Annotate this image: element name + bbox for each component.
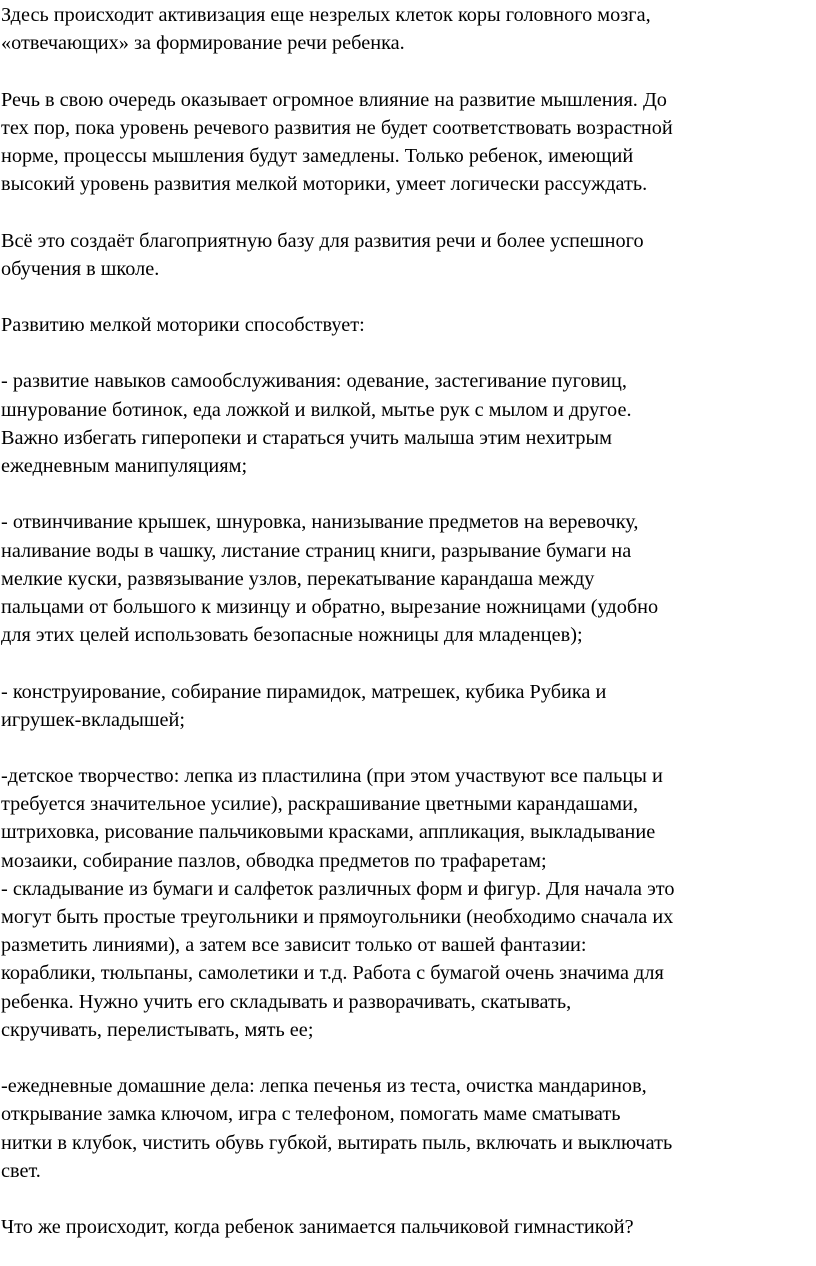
text-line: наливание воды в чашку, листание страниц книги, разрывание бумаги на — [1, 539, 632, 562]
paragraph-gap — [1, 1044, 816, 1072]
text-line: - отвинчивание крышек, шнуровка, нанизывание предметов на веревочку, — [1, 511, 639, 534]
list-item-manipulation — [1, 508, 816, 649]
text-line: - развитие навыков самообслуживания: одевание, застегивание пуговиц, — [1, 370, 627, 393]
text-line: обучения в школе. — [1, 257, 160, 280]
text-line: Важно избегать гиперопеки и стараться учить малыша этим нехитрым — [1, 426, 612, 449]
text-line: норме, процессы мышления будут замедлены. Только ребенок, имеющий — [1, 144, 634, 167]
text-line: -детское творчество: лепка из пластилина (при этом участвуют все пальцы и — [1, 765, 663, 788]
paragraph-gap — [1, 57, 816, 85]
text-line: тех пор, пока уровень речевого развития не будет соответствовать возрастной — [1, 116, 673, 139]
text-line: штриховка, рисование пальчиковыми красками, аппликация, выкладывание — [1, 821, 656, 844]
paragraph-gap — [1, 339, 816, 367]
text-line: ребенка. Нужно учить его складывать и разворачивать, скатывать, — [1, 990, 572, 1013]
text-line: Здесь происходит активизация еще незрелых клеток коры головного мозга, — [1, 4, 651, 26]
paragraph-speech-cells — [1, 1, 816, 57]
paragraph-list-intro — [1, 311, 816, 339]
text-line: свет. — [1, 1159, 41, 1182]
text-line: - конструирование, собирание пирамидок, матрешек, кубика Рубика и — [1, 680, 607, 703]
text-line: Всё это создаёт благоприятную базу для развития речи и более успешного — [1, 229, 644, 252]
list-item-household — [1, 1072, 816, 1185]
paragraph-gap — [1, 198, 816, 226]
text-line: -ежедневные домашние дела: лепка печенья из теста, очистка мандаринов, — [1, 1075, 647, 1098]
paragraph-gap — [1, 1185, 816, 1213]
paragraph-gap — [1, 480, 816, 508]
text-line: шнурование ботинок, еда ложкой и вилкой, мытье рук с мылом и другое. — [1, 398, 632, 421]
paragraph-speech-thinking — [1, 86, 816, 199]
text-line: игрушек-вкладышей; — [1, 708, 186, 731]
text-line: высокий уровень развития мелкой моторики, умеет логически рассуждать. — [1, 173, 648, 196]
paragraph-gap — [1, 283, 816, 311]
list-item-self-care — [1, 367, 816, 480]
text-line: открывание замка ключом, игра с телефоном, помогать маме сматывать — [1, 1103, 621, 1126]
text-line: требуется значительное усилие), раскрашивание цветными карандашами, — [1, 793, 639, 816]
text-line: разметить линиями), а затем все зависит только от вашей фантазии: — [1, 934, 587, 957]
paragraph-school-base — [1, 227, 816, 283]
text-line: мозаики, собирание пазлов, обводка предметов по трафаретам; — [1, 849, 547, 872]
text-line: кораблики, тюльпаны, самолетики и т.д. Работа с бумагой очень значима для — [1, 962, 664, 985]
text-line: для этих целей использовать безопасные ножницы для младенцев); — [1, 624, 583, 647]
text-line: нитки в клубок, чистить обувь губкой, вытирать пыль, включать и выключать — [1, 1131, 673, 1154]
text-line: - складывание из бумаги и салфеток различных форм и фигур. Для начала это — [1, 877, 675, 900]
text-line: могут быть простые треугольники и прямоугольники (необходимо сначала их — [1, 906, 674, 928]
text-line: «отвечающих» за формирование речи ребенка. — [1, 32, 405, 55]
text-line: скручивать, перелистывать, мять ее; — [1, 1018, 314, 1041]
text-line: ежедневным манипуляциям; — [1, 455, 248, 477]
text-line: Что же происходит, когда ребенок занимается пальчиковой гимнастикой? — [1, 1216, 634, 1239]
paragraph-gap — [1, 649, 816, 677]
text-line: Развитию мелкой моторики способствует: — [1, 314, 365, 337]
text-line: мелкие куски, развязывание узлов, перекатывание карандаша между — [1, 567, 595, 590]
paragraph-question — [1, 1213, 816, 1241]
text-line: пальцами от большого к мизинцу и обратно, вырезание ножницами (удобно — [1, 595, 659, 618]
paragraph-gap — [1, 734, 816, 762]
list-item-construction — [1, 678, 816, 734]
text-line: Речь в свою очередь оказывает огромное влияние на развитие мышления. До — [1, 88, 667, 111]
list-item-creativity-paper — [1, 762, 816, 1044]
